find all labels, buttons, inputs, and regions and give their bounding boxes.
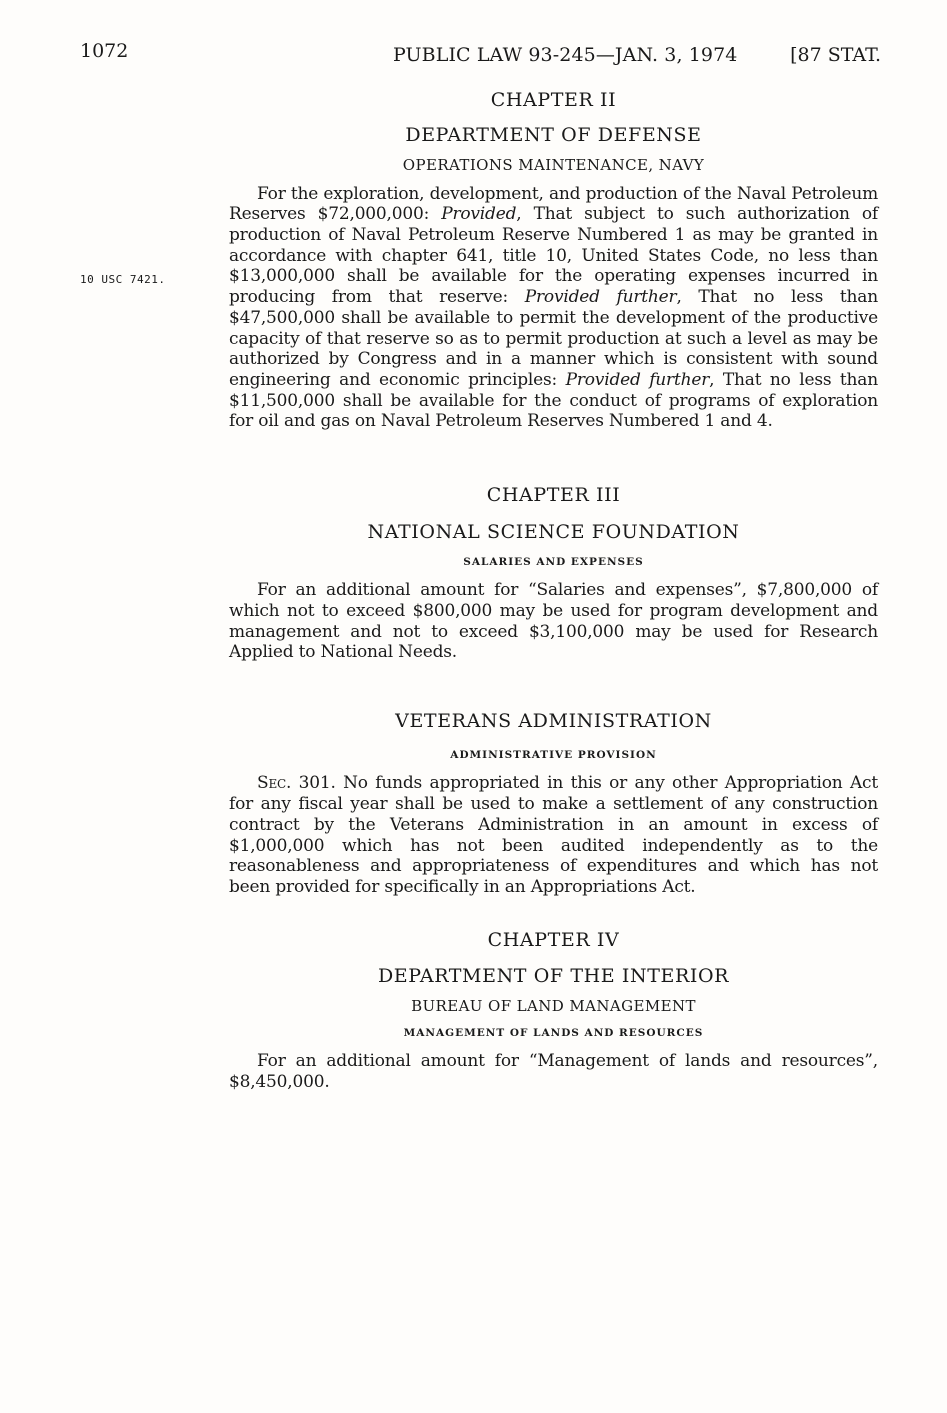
appropriation-paragraph: For an additional amount for “Salaries and expenses”, $7,800,000 of which not to exceed $800,000 may be used for program development and management and not to exceed $3,100,000 may be used for Research Applied to National Needs. — [229, 580, 878, 663]
statute-reference: [87 STAT. — [790, 44, 881, 66]
paragraph-text: , That no less than $47,500,000 shall be available to permit the development of the productive capacity of that reserve so as to permit production at such a level as may be authorized by Congress and in a manner which is consistent with sound engineering and economic principles: — [229, 287, 878, 390]
page-number: 1072 — [80, 40, 129, 62]
agency-heading: VETERANS ADMINISTRATION — [395, 710, 712, 732]
provision-paragraph — [229, 773, 878, 897]
agency-heading: NATIONAL SCIENCE FOUNDATION — [367, 520, 740, 543]
appropriation-paragraph — [229, 184, 878, 432]
proviso-italic: Provided further — [565, 369, 710, 390]
chapter-3-section — [229, 484, 878, 663]
department-heading: DEPARTMENT OF DEFENSE — [405, 123, 702, 146]
appropriation-paragraph: For an additional amount for “Management of lands and resources”, $8,450,000. — [229, 1051, 878, 1092]
provision-heading: ADMINISTRATIVE PROVISION — [450, 748, 657, 761]
bureau-heading: BUREAU OF LAND MANAGEMENT — [411, 996, 696, 1015]
department-heading: DEPARTMENT OF THE INTERIOR — [377, 964, 730, 987]
paragraph-text: No funds appropriated in this or any other Appropriation Act for any fiscal year shall be used to make a settlement of any construction contract by the Veterans Administration in an amount in excess of $1,000,000 which has not been audited independently as to the reasonableness and appropriateness of expenditures and which has not been provided for specifically in an Appropriations Act. — [229, 773, 878, 897]
running-head: PUBLIC LAW 93-245—JAN. 3, 1974 — [393, 44, 738, 66]
account-heading: OPERATIONS MAINTENANCE, NAVY — [402, 155, 705, 174]
account-heading: SALARIES AND EXPENSES — [463, 555, 644, 568]
paragraph-text: , That no less than $11,500,000 shall be available for the conduct of programs of exploration for oil and gas on Naval Petroleum Reserves Numbered 1 and 4. — [229, 369, 878, 432]
account-heading: MANAGEMENT OF LANDS AND RESOURCES — [403, 1026, 704, 1039]
paragraph-text: , That subject to such authorization of production of Naval Petroleum Reserve Numbered 1 as may be granted in accordance with chapter 641, title 10, United States Code, no less than $13,000,000 shall be available for the operating expenses incurred in producing from that reserve: — [229, 204, 878, 308]
proviso-italic: Provided further — [524, 287, 677, 308]
chapter-heading: CHAPTER III — [486, 484, 621, 506]
chapter-4-section — [229, 929, 878, 1093]
chapter-heading: CHAPTER IV — [487, 929, 620, 951]
veterans-section — [229, 710, 878, 898]
chapter-2-section — [229, 89, 878, 432]
margin-citation: 10 USC 7421. — [80, 273, 166, 286]
section-label: Sec. 301. — [257, 773, 336, 794]
chapter-heading: CHAPTER II — [490, 89, 617, 111]
paragraph-text: For the exploration, development, and production of the Naval Petroleum Reserves $72,000,000: — [229, 183, 878, 225]
proviso-italic: Provided — [441, 204, 517, 225]
